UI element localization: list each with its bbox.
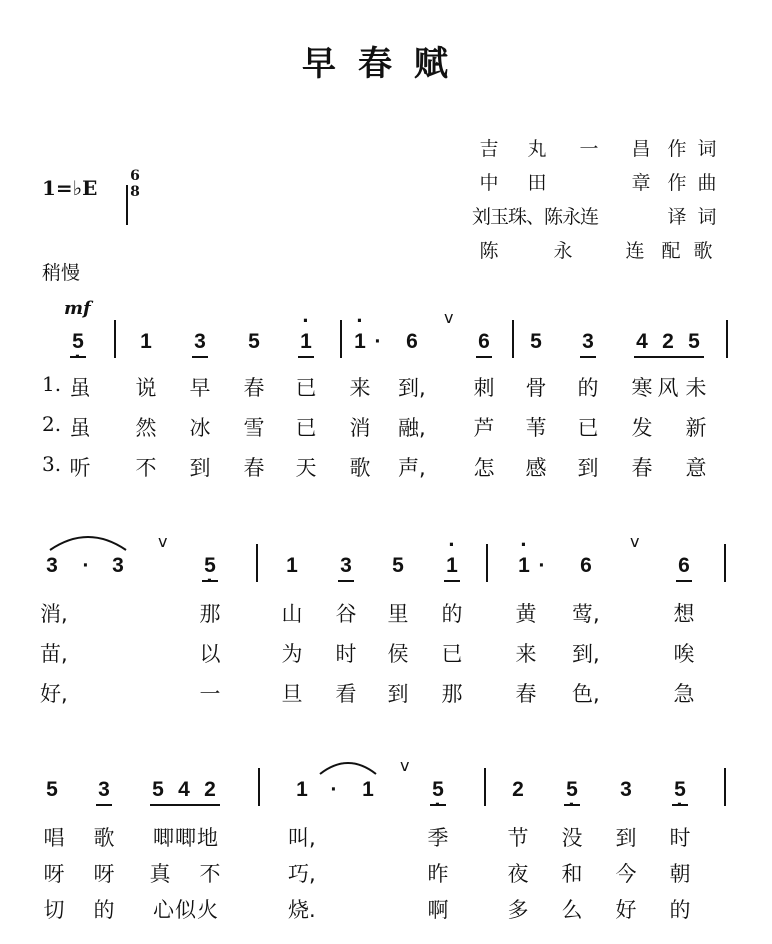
- underline: [444, 580, 460, 582]
- underline: [672, 804, 688, 806]
- tempo-marking: 稍慢: [42, 262, 81, 284]
- lyric: 芦: [473, 416, 495, 440]
- note: 3: [112, 554, 124, 577]
- lyric: 的: [441, 602, 463, 626]
- meter-bottom: 8: [130, 184, 140, 200]
- note: 4: [636, 330, 648, 353]
- lyric: 歌: [93, 826, 115, 850]
- lyric: 时: [335, 642, 357, 666]
- lyric: 和: [561, 862, 583, 886]
- lyric: 时: [669, 826, 691, 850]
- underline: [430, 804, 446, 806]
- lyric: 已: [441, 642, 463, 666]
- credit-char: 词: [697, 206, 717, 228]
- lyric: 里: [387, 602, 409, 626]
- lyric: 苇: [525, 416, 547, 440]
- note: 5 ·: [66, 330, 90, 354]
- barline: [512, 320, 514, 358]
- lyric: 唧唧地: [153, 826, 219, 850]
- lyric: 唱: [43, 826, 65, 850]
- note-dot: ·: [374, 330, 382, 353]
- lyric: 烧.: [288, 898, 316, 922]
- lyric: 感: [525, 456, 547, 480]
- lyric: 心似火: [153, 898, 219, 922]
- lyric: 看: [335, 682, 357, 706]
- lyric: 说: [135, 376, 157, 400]
- lyric: 昨: [427, 862, 449, 886]
- lyric: 天: [295, 456, 317, 480]
- lyric: 朝: [669, 862, 691, 886]
- barline: [484, 768, 486, 806]
- credit-char: 作: [667, 138, 687, 160]
- lyric: 来: [515, 642, 537, 666]
- note: 6: [478, 330, 490, 353]
- note: 2: [662, 330, 674, 353]
- lyric: 春: [515, 682, 537, 706]
- lyric: 山: [281, 602, 303, 626]
- lyric: 黄: [515, 602, 537, 626]
- verse-number: 3.: [42, 452, 62, 476]
- lyric: 叫,: [288, 826, 316, 850]
- lyric: 冰: [189, 416, 211, 440]
- lyric: 刺: [473, 376, 495, 400]
- underline: [70, 356, 86, 358]
- note-dot: ·: [538, 554, 546, 577]
- meter-top: 6: [130, 168, 140, 184]
- breath-mark: v: [630, 532, 640, 551]
- note: 1: [362, 778, 374, 801]
- tie-slur: [318, 756, 378, 776]
- note: · 1: [348, 330, 372, 354]
- lyric: 新: [685, 416, 707, 440]
- breath-mark: v: [400, 756, 410, 775]
- lyric: 未: [685, 376, 707, 400]
- note: 1: [296, 778, 308, 801]
- credit-char: 吉: [479, 138, 499, 160]
- note-dot: ·: [82, 554, 90, 577]
- lyric: 好: [615, 898, 637, 922]
- lyric: 来: [349, 376, 371, 400]
- underline: [192, 356, 208, 358]
- lyric: 多: [507, 898, 529, 922]
- lyric: 一: [199, 682, 221, 706]
- time-signature: [126, 168, 144, 200]
- tie-slur: [48, 530, 128, 552]
- note: 6: [678, 554, 690, 577]
- lyric: 消: [349, 416, 371, 440]
- underline: [150, 804, 220, 806]
- lyric: 早: [189, 376, 211, 400]
- credit-char: 译: [667, 206, 687, 228]
- lyric: 没: [561, 826, 583, 850]
- lyric: 风: [657, 376, 679, 400]
- note: 6: [406, 330, 418, 353]
- dynamic-marking: mf: [64, 298, 91, 319]
- note: 3: [98, 778, 110, 801]
- lyric: 骨: [525, 376, 547, 400]
- credit-char: 昌: [631, 138, 651, 160]
- note: 2: [204, 778, 216, 801]
- note: 4: [178, 778, 190, 801]
- lyric: 夜: [507, 862, 529, 886]
- lyric: 的: [669, 898, 691, 922]
- lyric: 不: [199, 862, 221, 886]
- note: 3: [46, 554, 58, 577]
- lyric: 消,: [40, 602, 68, 626]
- underline: [676, 580, 692, 582]
- lyric: 切: [43, 898, 65, 922]
- lyric: 么: [561, 898, 583, 922]
- lyric: 的: [577, 376, 599, 400]
- lyric: 歌: [349, 456, 371, 480]
- lyric: 苗,: [40, 642, 68, 666]
- note: 3: [340, 554, 352, 577]
- lyric: 虽: [69, 376, 91, 400]
- note: 5: [46, 778, 58, 801]
- breath-mark: v: [158, 532, 168, 551]
- lyric: 的: [93, 898, 115, 922]
- note: · 1: [440, 554, 464, 578]
- lyric: 春: [243, 376, 265, 400]
- lyric: 莺,: [572, 602, 600, 626]
- underline: [476, 356, 492, 358]
- lyric: 发: [631, 416, 653, 440]
- note: 6: [580, 554, 592, 577]
- verse-number: 1.: [42, 372, 62, 396]
- barline: [726, 320, 728, 358]
- note: 5 ·: [560, 778, 584, 802]
- lyric: 以: [199, 642, 221, 666]
- note: · 1: [294, 330, 318, 354]
- lyric: 到: [615, 826, 637, 850]
- lyric: 急: [673, 682, 695, 706]
- barline: [340, 320, 342, 358]
- credit-char: 曲: [697, 172, 717, 194]
- lyric: 到,: [398, 376, 426, 400]
- barline: [724, 544, 726, 582]
- lyric: 想: [673, 602, 695, 626]
- lyric: 真: [149, 862, 171, 886]
- note: 1: [140, 330, 152, 353]
- lyric: 然: [135, 416, 157, 440]
- lyric: 侯: [387, 642, 409, 666]
- barline: [256, 544, 258, 582]
- credit-char: 作: [667, 172, 687, 194]
- note: 5: [248, 330, 260, 353]
- lyric: 已: [295, 376, 317, 400]
- lyric: 谷: [335, 602, 357, 626]
- lyric: 今: [615, 862, 637, 886]
- credit-char: 连: [625, 240, 645, 262]
- credit-char: 永: [553, 240, 573, 262]
- lyric: 春: [243, 456, 265, 480]
- barline: [114, 320, 116, 358]
- underline: [564, 804, 580, 806]
- lyric: 季: [427, 826, 449, 850]
- lyric: 春: [631, 456, 653, 480]
- lyric: 啊: [427, 898, 449, 922]
- lyric: 那: [441, 682, 463, 706]
- lyric: 那: [199, 602, 221, 626]
- credit-text: 刘玉珠、陈永连: [472, 206, 599, 228]
- note: 3: [620, 778, 632, 801]
- lyric: 到: [577, 456, 599, 480]
- credit-char: 一: [579, 138, 599, 160]
- credit-char: 词: [697, 138, 717, 160]
- underline: [202, 580, 218, 582]
- lyric: 已: [295, 416, 317, 440]
- lyric: 到: [387, 682, 409, 706]
- underline: [338, 580, 354, 582]
- underline: [298, 356, 314, 358]
- lyric: 巧,: [288, 862, 316, 886]
- lyric: 虽: [69, 416, 91, 440]
- note: 5: [392, 554, 404, 577]
- barline: [724, 768, 726, 806]
- note: 5: [152, 778, 164, 801]
- lyric: 寒: [631, 376, 653, 400]
- note: 1: [286, 554, 298, 577]
- lyric: 已: [577, 416, 599, 440]
- underline: [96, 804, 112, 806]
- lyric: 色,: [572, 682, 600, 706]
- song-title: 早春赋: [302, 44, 470, 84]
- note: · 1: [512, 554, 536, 578]
- note: 5 ·: [198, 554, 222, 578]
- breath-mark: v: [444, 308, 454, 327]
- lyric: 节: [507, 826, 529, 850]
- note: 5: [688, 330, 700, 353]
- note: 3: [582, 330, 594, 353]
- lyric: 听: [69, 456, 91, 480]
- note: 2: [512, 778, 524, 801]
- note: 5 ·: [668, 778, 692, 802]
- credit-char: 田: [527, 172, 547, 194]
- lyric: 声,: [398, 456, 426, 480]
- credit-char: 歌: [693, 240, 713, 262]
- key-signature: 1=♭E: [42, 176, 98, 200]
- lyric: 到,: [572, 642, 600, 666]
- lyric: 不: [135, 456, 157, 480]
- note: 3: [194, 330, 206, 353]
- lyric: 呀: [43, 862, 65, 886]
- barline: [486, 544, 488, 582]
- underline: [634, 356, 704, 358]
- lyric: 唉: [673, 642, 695, 666]
- lyric: 怎: [473, 456, 495, 480]
- lyric: 好,: [40, 682, 68, 706]
- lyric: 意: [685, 456, 707, 480]
- lyric: 呀: [93, 862, 115, 886]
- credit-char: 陈: [479, 240, 499, 262]
- credit-char: 配: [661, 240, 681, 262]
- note: 5: [530, 330, 542, 353]
- barline: [258, 768, 260, 806]
- credit-char: 丸: [527, 138, 547, 160]
- verse-number: 2.: [42, 412, 62, 436]
- credit-char: 章: [631, 172, 651, 194]
- note-dot: ·: [330, 778, 338, 801]
- credit-char: 中: [479, 172, 499, 194]
- underline: [580, 356, 596, 358]
- lyric: 旦: [281, 682, 303, 706]
- lyric: 为: [281, 642, 303, 666]
- lyric: 融,: [398, 416, 426, 440]
- note: 5 ·: [426, 778, 450, 802]
- lyric: 到: [189, 456, 211, 480]
- lyric: 雪: [243, 416, 265, 440]
